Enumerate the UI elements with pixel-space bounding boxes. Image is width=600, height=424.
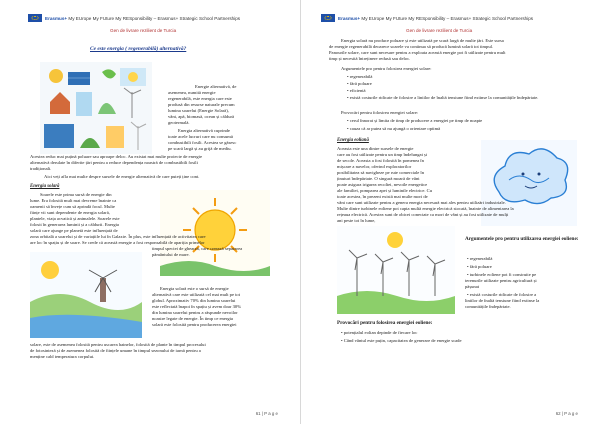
text-line: timp și necesită întreținere redusă sau deloc. (329, 56, 411, 61)
list-item: • fără poluare (467, 264, 492, 269)
list-item: • cauza că ar putea să nu ajungă o orientare optimă (347, 126, 441, 131)
text-line: plantele, viața acvatică și animalele. Soarele este (30, 216, 120, 221)
text-line: alternativă care este utilizată cel mai mult pe tot (152, 292, 241, 297)
list-item: • eficientă (347, 88, 366, 93)
list-item: • Când vântul este puțin, capacitatea de generare de energie scade (341, 338, 462, 343)
text-line: geotermală. (168, 120, 190, 125)
text-line: pe scară largă și au grijă de mediu. (168, 146, 232, 151)
eu-flag-icon (321, 14, 335, 22)
text-line: solară este folosită pentru producerea energiei (152, 322, 237, 327)
list-item: • regenerabilă (467, 256, 493, 261)
list-item: • există costurile ridicate de folosire a liniilor de înaltă tensiune fiind extinse la comunitățile îndepărtate. (347, 95, 539, 100)
text-line: combustibili fosili. Acestea se găsesc (168, 140, 237, 145)
text-line: posibilitatea să navigheze pe rute comerciale în (337, 170, 424, 175)
text-line: din lumina soarelui pentru a răspunde nevoilor (152, 310, 238, 315)
list-item: liniilor de înaltă tensiune fiind extinse la (465, 298, 540, 303)
text-line: Energia solară este o sursă de energie (160, 286, 229, 291)
text-line: lume. Era folosită mult mai devreme înainte ca (30, 198, 117, 203)
text-line: tradiționali. (30, 166, 52, 171)
text-line: asemenea, numită energie (168, 90, 216, 95)
sun-drawing-image (160, 190, 270, 276)
project-title: My EUrope My FUture My RESponsibility (68, 15, 153, 21)
text-line: pământului de mare. (152, 252, 190, 257)
text-line: Energia alternativă cuprinde (178, 128, 230, 133)
text-line: folosit în generarea luminii și a căldurii. Energia (30, 222, 119, 227)
erasmus-brand: Erasmus+ (45, 15, 68, 21)
text-line: de energie regenerabilă deoarece soarele va continua să producă lumină solară tot timpul. (329, 44, 494, 49)
text-line: Multe dintre turbinele eoliene pot capta multă energie electrică stocată, înainte de alimentarea la (337, 206, 514, 211)
text-line: Acestea reduc mai puțină poluare sau aproape deloc. Au existat mai multe proiecte de energie (30, 154, 202, 159)
text-line: care au fost utilizate pentru un timp îndelungat și (337, 152, 428, 157)
text-line: de secole. Aceasta a fost folosită în pomenea în (337, 158, 424, 163)
text-line: noastre legate de energie. În timp ce energia (152, 316, 233, 321)
project-title: My EUrope My FUture My RESponsibility (361, 15, 446, 21)
page-number: 61 | P a g e (255, 411, 278, 416)
page-number: 62 | P a g e (555, 411, 578, 416)
list-item: comunitățile îndepărtate. (465, 304, 511, 309)
list-item: • turbinele eoliene pot fi construite pe (467, 272, 537, 277)
con-solar-title: Provocări pentru folosirea energiei solare: (341, 110, 419, 115)
con-wind-title: Provocări pentru folosirea energiei eoliene: (337, 320, 433, 326)
text-line: timpul speciei de ghearză, care creează separarea (152, 246, 243, 251)
text-line: Panourile solare, care sunt necesare pentru a exploata această energie pot fi utilizate pentru mult (329, 50, 506, 55)
text-line: toate acele lucruri care nu consumă (168, 134, 233, 139)
text-line: poate asigura irigarea recoltei, nevoile energetice (337, 182, 428, 187)
eu-flag-icon (28, 14, 42, 22)
text-line: zona orbitală a soarelui și de variațiile lui în Galaxie. În plus, este influențată de activitatea care (30, 234, 206, 239)
school-name: Gen de livrare rezilient de Turcia (110, 28, 177, 33)
text-line: menține cald temperatura corpului. (30, 354, 95, 359)
text-line: alternativă derulate în diferite țări pentru a reduce dependența noastră de combustibili fosili (30, 160, 198, 165)
text-line: Energie alternativă, de (195, 84, 237, 89)
text-line: Soarele este prima sursă de energie din (40, 192, 112, 197)
solar-heading: Energia solară (30, 184, 60, 189)
text-line: ale familiei, pomparea apei și luminile electrice. Cu (337, 188, 433, 193)
project-subtitle: Erasmus+ Strategic School Partnerships (450, 15, 534, 21)
project-subtitle: Erasmus+ Strategic School Partnerships (157, 15, 241, 21)
text-line: de fotosinteză și de asemenea folosită de ființele umane în timpul sezonului de iarnă pentru a (30, 348, 201, 353)
text-line: solară care ajunge pe planetă este influențată de (30, 228, 118, 233)
text-line: vânt care sunt utilizate pentru a genera energia necesară mai ales pentru utilizări industriale. (337, 200, 506, 205)
list-item: • potențialul eolian depinde de fiecare loc (341, 330, 418, 335)
text-line: Aici veți afla mai multe despre sursele de energie alternativă de care puteți ține cont. (44, 174, 200, 179)
text-line: este reflectată înapoi în spațiu și avem doar 30% (152, 304, 242, 309)
text-line: are loc în spațiu și de soare. Se crede că această energie a fost responsabilă de apariția primelor (30, 240, 205, 245)
pro-solar-title: Argumentele pro pentru folosirea energiei solare: (341, 66, 432, 71)
text-line: globul. Aproximativ 70% din lumina soarelui (152, 298, 236, 303)
list-item: • cerul înnorat și limita de timp de producere a energiei pe timp de noapte (347, 118, 483, 123)
school-name: Gen de livrare rezilient de Turcia (406, 28, 473, 33)
erasmus-brand: Erasmus+ (338, 15, 361, 21)
energy-collage-image (40, 62, 152, 154)
text-line: lumina soarelui (Energie Solară), (168, 108, 229, 113)
wind-turbines-drawing-image (337, 226, 455, 314)
text-line: vânt, apă, biomasă, ocean și căldură (168, 114, 235, 119)
page-header: Erasmus+ My EUrope My FUture My RESponsibility – Erasmus+ Strategic School Partnerships (28, 12, 290, 24)
pro-wind-title: Argumentele pro pentru utilizarea energiei eoliene: (465, 236, 579, 242)
right-page (300, 0, 600, 424)
pro-wind-title-line1 (465, 236, 581, 242)
text-line: Energia solară nu produce poluare și este utilizată pe scară largă de multe țări. Este sursa (341, 38, 504, 43)
landscape-drawing-image (30, 252, 142, 338)
text-line: ani peste tot în lume, (337, 218, 376, 223)
section-title: Ce este energia ( regenerabilă) alternativă? (90, 46, 187, 52)
list-item: terenurile utilizate pentru agricultură și (465, 278, 537, 283)
list-item: • fără poluare (347, 81, 372, 86)
page-header: Erasmus+ My EUrope My FUture My RESponsibility – Erasmus+ Strategic School Partnerships (321, 12, 590, 24)
text-line: oamenii să învețe cum să aprindă focul. Multe (30, 204, 115, 209)
text-line: rețeaua electrică. Acestea sunt de obicei conectate ca mori de vânt și au fost utilizate de mulți (337, 212, 509, 217)
text-line: ținuturi îndepărtate. O singură moară de vânt (337, 176, 420, 181)
wind-heading: Energia eoliană (337, 138, 369, 143)
list-item: • există costurile ridicate de folosire a (467, 292, 537, 297)
text-line: regenerabilă, este energia care este (168, 96, 232, 101)
list-item: • regenerabilă (347, 74, 373, 79)
list-item: pășunat (465, 284, 480, 289)
text-line: ființe vii sunt dependente de energia solară, (30, 210, 110, 215)
text-line: Aceasta este una dintre sursele de energie (337, 146, 414, 151)
text-line: toate acestea, în prezent există mai multe mori de (337, 194, 428, 199)
text-line: produsă din resurse naturale precum (168, 102, 235, 107)
text-line: mișcare a navelor, oferind exploratorilor (337, 164, 412, 169)
text-line: solare, este de asemenea folosită pentru uscarea hainelor, folosită de plante în timpul procesului (30, 342, 206, 347)
